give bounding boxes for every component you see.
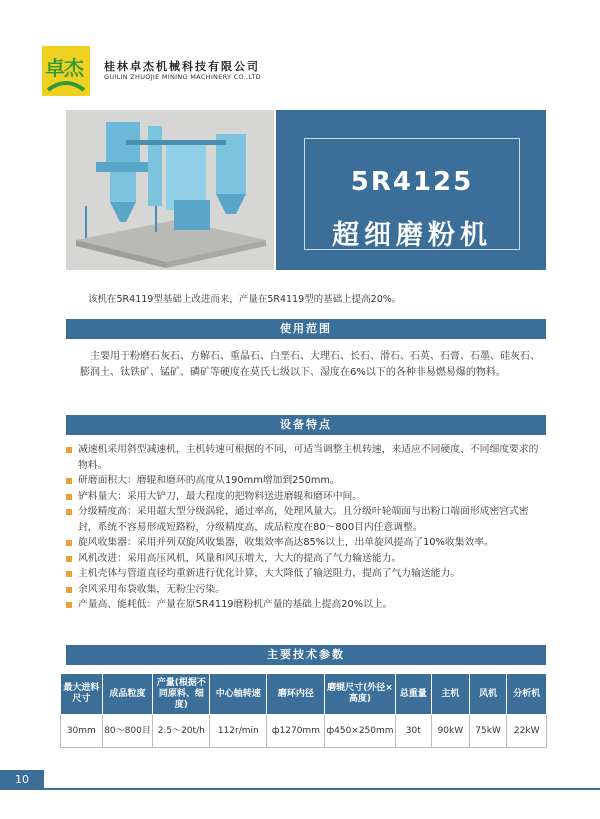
specs-section-title: 主要技术参数	[66, 645, 546, 665]
intro-text: 该机在5R4119型基础上改进而来，产量在5R4119型的基础上提高20%。	[88, 294, 402, 305]
feature-item: 分级精度高：采用超大型分级涡轮，通过率高，处理风量大。且分级叶轮端面与出粉口端面形成密宫式密封，系统不容易形成短路粉，分级精度高，成品粒度在80～800目内任意调整。	[66, 504, 546, 535]
features-section-title: 设备特点	[66, 415, 546, 435]
specs-header-cell: 成品粒度	[102, 674, 153, 715]
feature-item: 风机改进：采用高压风机，风量和风压增大，大大的提高了气力输送能力。	[66, 551, 546, 567]
specs-header-cell: 总重量	[395, 674, 431, 715]
hero-title-frame	[304, 138, 520, 250]
company-name-cn: 桂林卓杰机械科技有限公司	[104, 60, 260, 73]
specs-header-cell: 磨环内径	[267, 674, 325, 715]
specs-cell: 30t	[395, 715, 431, 748]
features-list	[66, 442, 546, 613]
usage-section-title: 使用范围	[66, 319, 546, 339]
product-model: 5R4125	[350, 167, 474, 197]
specs-cell: ф1270mm	[267, 715, 325, 748]
square-bullet-icon	[66, 602, 72, 608]
square-bullet-icon	[66, 540, 72, 546]
square-bullet-icon	[66, 447, 72, 453]
footer-divider	[0, 788, 600, 790]
specs-data-row	[61, 715, 547, 748]
square-bullet-icon	[66, 556, 72, 562]
specs-header-cell: 分析机	[507, 674, 547, 715]
feature-item: 产量高、能耗低：产量在原5R4119磨粉机产量的基础上提高20%以上。	[66, 597, 546, 613]
usage-text: 主要用于粉磨石灰石、方解石、重晶石、白垩石、大理石、长石、滑石、石英、石膏、石墨、硅灰石、膨润土、钛铁矿、锰矿、磷矿等硬度在莫氏七级以下、湿度在6%以下的各种非易燃易爆的物料。	[80, 351, 540, 378]
specs-header-cell: 中心轴转速	[210, 674, 267, 715]
specs-cell: ф450×250mm	[325, 715, 395, 748]
feature-item: 减速机采用斜型减速机，主机转速可根据的不同，可适当调整主机转速，来适应不同硬度、不同细度要求的物料。	[66, 442, 546, 473]
specs-header-cell: 主机	[432, 674, 470, 715]
specs-cell: 80～800目	[102, 715, 153, 748]
specs-cell: 90kW	[432, 715, 470, 748]
hero-title-panel	[276, 110, 546, 270]
specs-header-row	[61, 674, 547, 715]
product-name: 超细磨粉机	[332, 220, 492, 251]
specs-cell: 30mm	[61, 715, 103, 748]
feature-item: 主机壳体与管道直径均重新进行优化计算，大大降低了输送阻力，提高了气力输送能力。	[66, 566, 546, 582]
square-bullet-icon	[66, 571, 72, 577]
square-bullet-icon	[66, 509, 72, 515]
square-bullet-icon	[66, 478, 72, 484]
specs-cell: 112r/min	[210, 715, 267, 748]
machine-illustration	[66, 110, 274, 270]
square-bullet-icon	[66, 494, 72, 500]
specs-cell: 2.5～20t/h	[153, 715, 210, 748]
feature-item: 铲料量大：采用大铲刀，最大程度的把物料送进磨辊和磨环中间。	[66, 489, 546, 505]
company-logo	[42, 46, 90, 96]
specs-header-cell: 风机	[469, 674, 507, 715]
feature-item: 余风采用布袋收集，无粉尘污染。	[66, 582, 546, 598]
feature-item: 旋风收集器：采用并列双旋风收集器，收集效率高达85%以上，出单旋风提高了10%收集效率。	[66, 535, 546, 551]
feature-item: 研磨面积大：磨辊和磨环的高度从190mm增加到250mm。	[66, 473, 546, 489]
specs-cell: 75kW	[469, 715, 507, 748]
page-number: 10	[0, 770, 44, 790]
specs-header-cell: 磨辊尺寸(外径×高度)	[325, 674, 395, 715]
specs-table	[60, 673, 547, 748]
square-bullet-icon	[66, 587, 72, 593]
specs-header-cell: 产量(根据不同原料、细度)	[153, 674, 210, 715]
specs-cell: 22kW	[507, 715, 547, 748]
specs-header-cell: 最大进料尺寸	[61, 674, 103, 715]
logo-text: 卓杰	[45, 56, 83, 80]
company-name-en: GUILIN ZHUOJIE MINING MACHINERY CO.,LTD	[104, 73, 261, 81]
